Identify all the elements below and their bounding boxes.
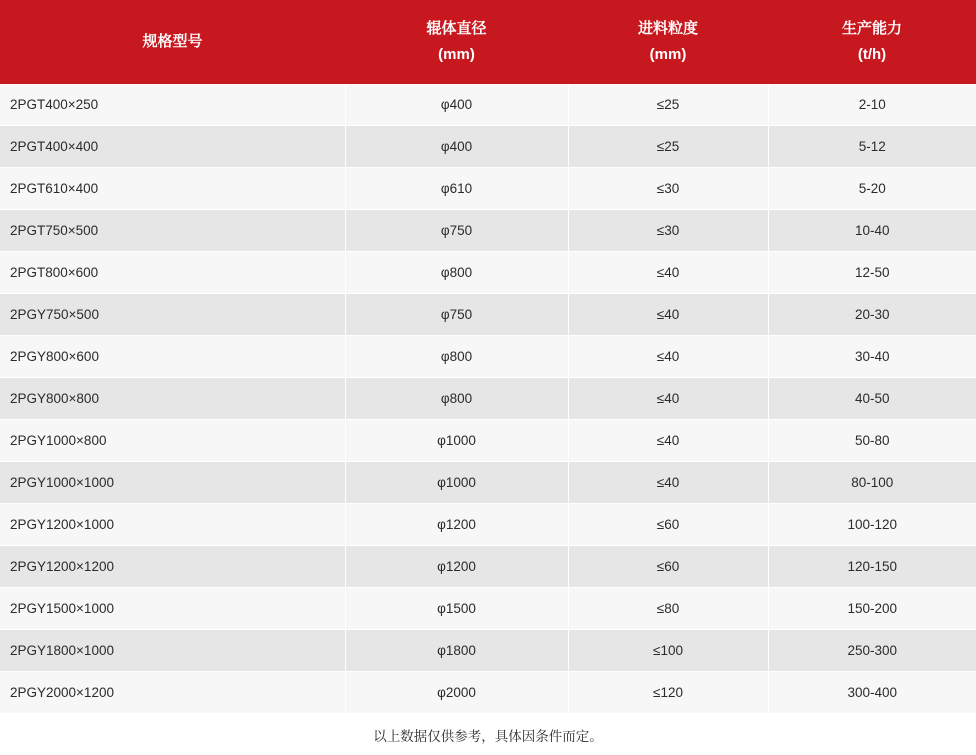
column-header-feed-size-unit: (mm) [568,42,768,68]
table-header-row [0,0,976,84]
table-row [0,84,976,126]
cell-roller-diameter: φ800 [345,378,568,420]
column-header-feed-size-title: 进料粒度 [568,16,768,42]
cell-capacity: 12-50 [768,252,976,294]
cell-capacity: 20-30 [768,294,976,336]
cell-feed-size: ≤80 [568,588,768,630]
cell-capacity: 300-400 [768,672,976,714]
table-row [0,546,976,588]
cell-model: 2PGY1200×1000 [0,504,345,546]
cell-feed-size: ≤30 [568,210,768,252]
column-header-roller-diameter-title: 辊体直径 [345,16,568,42]
cell-model: 2PGY1200×1200 [0,546,345,588]
cell-model: 2PGY750×500 [0,294,345,336]
cell-capacity: 250-300 [768,630,976,672]
cell-capacity: 150-200 [768,588,976,630]
cell-roller-diameter: φ1500 [345,588,568,630]
column-header-roller-diameter [345,0,568,84]
cell-capacity: 80-100 [768,462,976,504]
table-row [0,294,976,336]
column-header-capacity-unit: (t/h) [768,42,976,68]
cell-feed-size: ≤40 [568,336,768,378]
cell-capacity: 10-40 [768,210,976,252]
cell-roller-diameter: φ800 [345,336,568,378]
cell-roller-diameter: φ1000 [345,462,568,504]
table-row [0,672,976,714]
table-row [0,630,976,672]
cell-model: 2PGY2000×1200 [0,672,345,714]
cell-model: 2PGT610×400 [0,168,345,210]
cell-model: 2PGY1500×1000 [0,588,345,630]
table-row [0,168,976,210]
cell-model: 2PGY800×800 [0,378,345,420]
cell-roller-diameter: φ750 [345,294,568,336]
cell-capacity: 40-50 [768,378,976,420]
table-row [0,378,976,420]
cell-feed-size: ≤40 [568,294,768,336]
table-row [0,336,976,378]
column-header-model [0,0,345,84]
cell-capacity: 100-120 [768,504,976,546]
cell-feed-size: ≤30 [568,168,768,210]
cell-roller-diameter: φ610 [345,168,568,210]
cell-feed-size: ≤40 [568,252,768,294]
cell-feed-size: ≤40 [568,378,768,420]
cell-roller-diameter: φ800 [345,252,568,294]
cell-model: 2PGT400×400 [0,126,345,168]
column-header-model-title: 规格型号 [0,29,345,55]
cell-roller-diameter: φ1200 [345,504,568,546]
cell-roller-diameter: φ400 [345,126,568,168]
cell-capacity: 120-150 [768,546,976,588]
cell-model: 2PGT400×250 [0,84,345,126]
cell-model: 2PGY1000×1000 [0,462,345,504]
cell-capacity: 5-12 [768,126,976,168]
cell-roller-diameter: φ1800 [345,630,568,672]
cell-capacity: 50-80 [768,420,976,462]
cell-feed-size: ≤60 [568,504,768,546]
cell-model: 2PGT800×600 [0,252,345,294]
cell-capacity: 5-20 [768,168,976,210]
table-row [0,504,976,546]
cell-feed-size: ≤25 [568,84,768,126]
cell-feed-size: ≤60 [568,546,768,588]
table-footnote-row [0,714,976,755]
column-header-roller-diameter-unit: (mm) [345,42,568,68]
table-row [0,252,976,294]
table-row [0,420,976,462]
cell-feed-size: ≤25 [568,126,768,168]
table-row [0,588,976,630]
column-header-capacity [768,0,976,84]
table-row [0,210,976,252]
cell-feed-size: ≤100 [568,630,768,672]
cell-model: 2PGY1000×800 [0,420,345,462]
cell-model: 2PGY1800×1000 [0,630,345,672]
cell-roller-diameter: φ400 [345,84,568,126]
cell-roller-diameter: φ2000 [345,672,568,714]
cell-model: 2PGT750×500 [0,210,345,252]
column-header-feed-size [568,0,768,84]
cell-feed-size: ≤40 [568,462,768,504]
column-header-capacity-title: 生产能力 [768,16,976,42]
cell-roller-diameter: φ1000 [345,420,568,462]
table-row [0,126,976,168]
cell-capacity: 30-40 [768,336,976,378]
cell-feed-size: ≤40 [568,420,768,462]
cell-feed-size: ≤120 [568,672,768,714]
table-footnote: 以上数据仅供参考，具体因条件而定。 [0,714,976,755]
cell-roller-diameter: φ750 [345,210,568,252]
cell-roller-diameter: φ1200 [345,546,568,588]
table-header [0,0,976,84]
table-row [0,462,976,504]
cell-model: 2PGY800×600 [0,336,345,378]
table-body [0,84,976,755]
cell-capacity: 2-10 [768,84,976,126]
